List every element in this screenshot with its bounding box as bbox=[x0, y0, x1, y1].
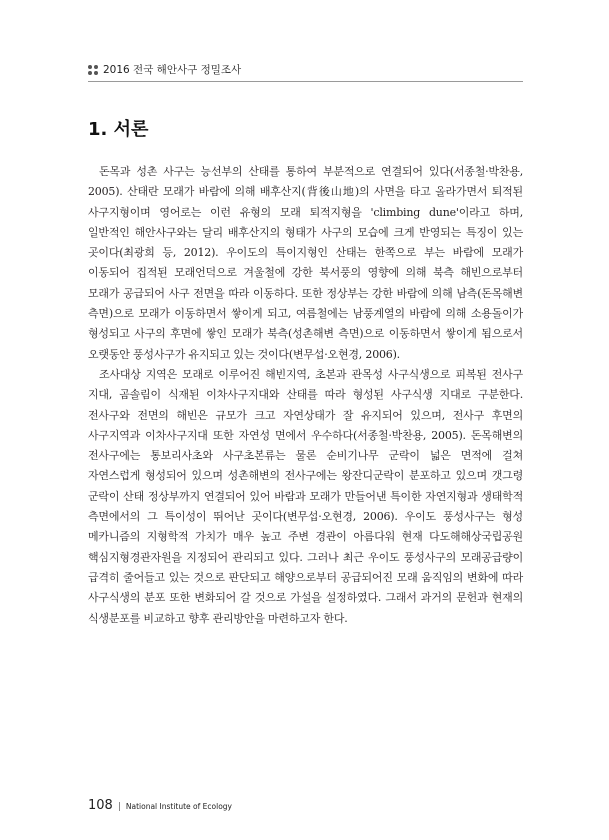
body-text bbox=[88, 162, 523, 629]
header-divider bbox=[88, 81, 523, 82]
page-number: 108 bbox=[88, 798, 113, 813]
section-title: 1. 서론 bbox=[88, 119, 149, 140]
footer-separator: | bbox=[117, 802, 121, 812]
institute-name: National Institute of Ecology bbox=[125, 802, 232, 811]
bullet-dots-icon bbox=[88, 65, 98, 75]
page-footer bbox=[88, 798, 232, 813]
paragraph-1: 돈목과 성촌 사구는 능선부의 산태를 통하여 부분적으로 연결되어 있다(서종철·박찬용, 2005). 산태란 모래가 바람에 의해 배후산지(背後山地)의 사면을 타고 올라가면서 퇴적된 사구지형이며 영어로는 이런 유형의 모래 퇴적지형을 'climbing dune'이라고 하며, 일반적인 해안사구와는 달리 배후산지의 형태가 사구의 모습에 크게 반영되는 특징이 있는 곳이다(최광희 등, 2012). 우이도의 특이지형인 산태는 한쪽으로 부는 바람에 모래가 이동되어 집적된 모래언덕으로 겨울철에 강한 북서풍의 영향에 의해 북측 해빈으로부터 모래가 공급되어 사구 전면을 따라 이동하다. 또한 정상부는 강한 바람에 의해 남측(돈목해변 측면)으로 모래가 이동하면서 쌓이게 되고, 여름철에는 남풍계열의 바람에 의해 소용돌이가 형성되고 사구의 후면에 쌓인 모래가 북측(성촌해변 측면)으로 이동하면서 쌓이게 됨으로서 오랫동안 풍성사구가 유지되고 있는 것이다(변무섭·오현경, 2006). bbox=[88, 165, 523, 361]
running-header bbox=[88, 62, 241, 77]
paragraph-2: 조사대상 지역은 모래로 이루어진 해빈지역, 초본과 관목성 사구식생으로 피복된 전사구 지대, 곰솔림이 식재된 이차사구지대와 산태를 따라 형성된 사구식생 지대로 구분한다. 전사구와 전면의 해빈은 규모가 크고 자연상태가 잘 유지되어 있으며, 전사구 후면의 사구지역과 이차사구지대 또한 자연성 면에서 우수하다(서종철·박찬용, 2005). 돈목해변의 전사구에는 통보리사초와 사구초본류는 물론 순비기나무 군락이 넓은 면적에 걸쳐 자연스럽게 형성되어 있으며 성촌해변의 전사구에는 왕잔디군락이 분포하고 있으며 갯그령 군락이 산태 정상부까지 연결되어 있어 바람과 모래가 만들어낸 특이한 자연지형과 생태학적 측면에서의 그 특이성이 뛰어난 곳이다(변무섭·오현경, 2006). 우이도 풍성사구는 형성 메카니즘의 지형학적 가치가 매우 높고 주변 경관이 아름다워 현재 다도해해상국립공원 핵심지형경관자원을 지정되어 관리되고 있다. 그러나 최근 우이도 풍성사구의 모래공급량이 급격히 줄어들고 있는 것으로 판단되고 해양으로부터 공급되어진 모래 움직임의 변화에 따라 사구식생의 분포 또한 변화되어 갈 것으로 가설을 설정하였다. 그래서 과거의 문헌과 현재의 식생분포를 비교하고 향후 관리방안을 마련하고자 한다. bbox=[88, 367, 523, 625]
running-header-title: 2016 전국 해안사구 정밀조사 bbox=[103, 64, 242, 76]
